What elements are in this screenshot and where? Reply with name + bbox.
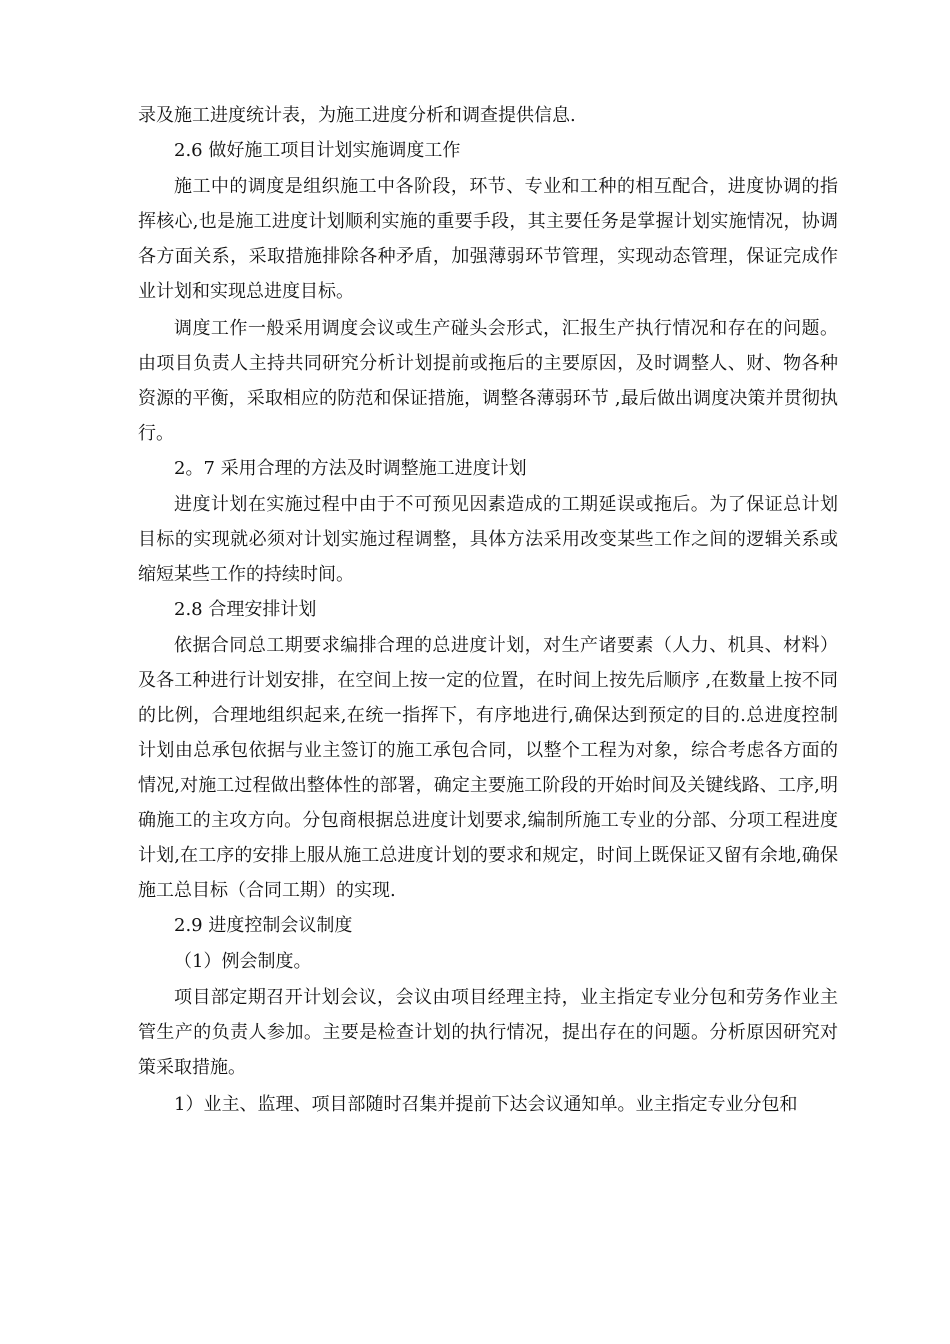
- paragraph-meeting-notice: 1）业主、监理、项目部随时召集并提前下达会议通知单。业主指定专业分包和: [174, 1094, 798, 1115]
- section-heading-2-6: 2.6 做好施工项目计划实施调度工作: [174, 140, 461, 161]
- section-heading-2-7: 2。7 采用合理的方法及时调整施工进度计划: [174, 458, 527, 479]
- section-heading-2-9: 2.9 进度控制会议制度: [174, 915, 353, 936]
- paragraph-schedule-arrangement: 依据合同总工期要求编排合理的总进度计划，对生产诸要素（人力、机具、材料）及各工种进行计划安排，在空间上按一定的位置，在时间上按先后顺序 ,在数量上按不同的比例，合理地组织起来,在统一指挥下，有序地进行,确保达到预定的目的.总进度控制计划由总承包依据与业主签订的施工承包合同，以整个工程为对象，综合考虑各方面的情况,对施工过程做出整体性的部署，确定主要施工阶段的开始时间及关键线路、工序,明确施工的主攻方向。分包商根据总进度计划要求,编制所施工专业的分部、分项工程进度计划,在工序的安排上服从施工总进度计划的要求和规定，时间上既保证又留有余地,确保施工总目标（合同工期）的实现.: [138, 635, 838, 901]
- paragraph-planning-meeting: 项目部定期召开计划会议，会议由项目经理主持，业主指定专业分包和劳务作业主管生产的负责人参加。主要是检查计划的执行情况，提出存在的问题。分析原因研究对策采取措施。: [138, 987, 838, 1078]
- paragraph-dispatch-core: 施工中的调度是组织施工中各阶段，环节、专业和工种的相互配合，进度协调的指挥核心,也是施工进度计划顺利实施的重要手段，其主要任务是掌握计划实施情况，协调各方面关系，采取措施排除各种矛盾，加强薄弱环节管理，实现动态管理，保证完成作业计划和实现总进度目标。: [138, 176, 838, 302]
- paragraph-continuation: 录及施工进度统计表，为施工进度分析和调查提供信息.: [138, 105, 576, 126]
- section-heading-2-8: 2.8 合理安排计划: [174, 599, 317, 620]
- paragraph-plan-adjustment: 进度计划在实施过程中由于不可预见因素造成的工期延误或拖后。为了保证总计划目标的实现就必须对计划实施过程调整，具体方法采用改变某些工作之间的逻辑关系或缩短某些工作的持续时间。: [138, 494, 838, 585]
- document-body: [138, 98, 838, 1122]
- subsection-heading-regular-meeting: （1）例会制度。: [174, 951, 312, 972]
- paragraph-dispatch-meeting: 调度工作一般采用调度会议或生产碰头会形式，汇报生产执行情况和存在的问题。由项目负责人主持共同研究分析计划提前或拖后的主要原因，及时调整人、财、物各种资源的平衡，采取相应的防范和保证措施，调整各薄弱环节 ,最后做出调度决策并贯彻执行。: [138, 318, 838, 444]
